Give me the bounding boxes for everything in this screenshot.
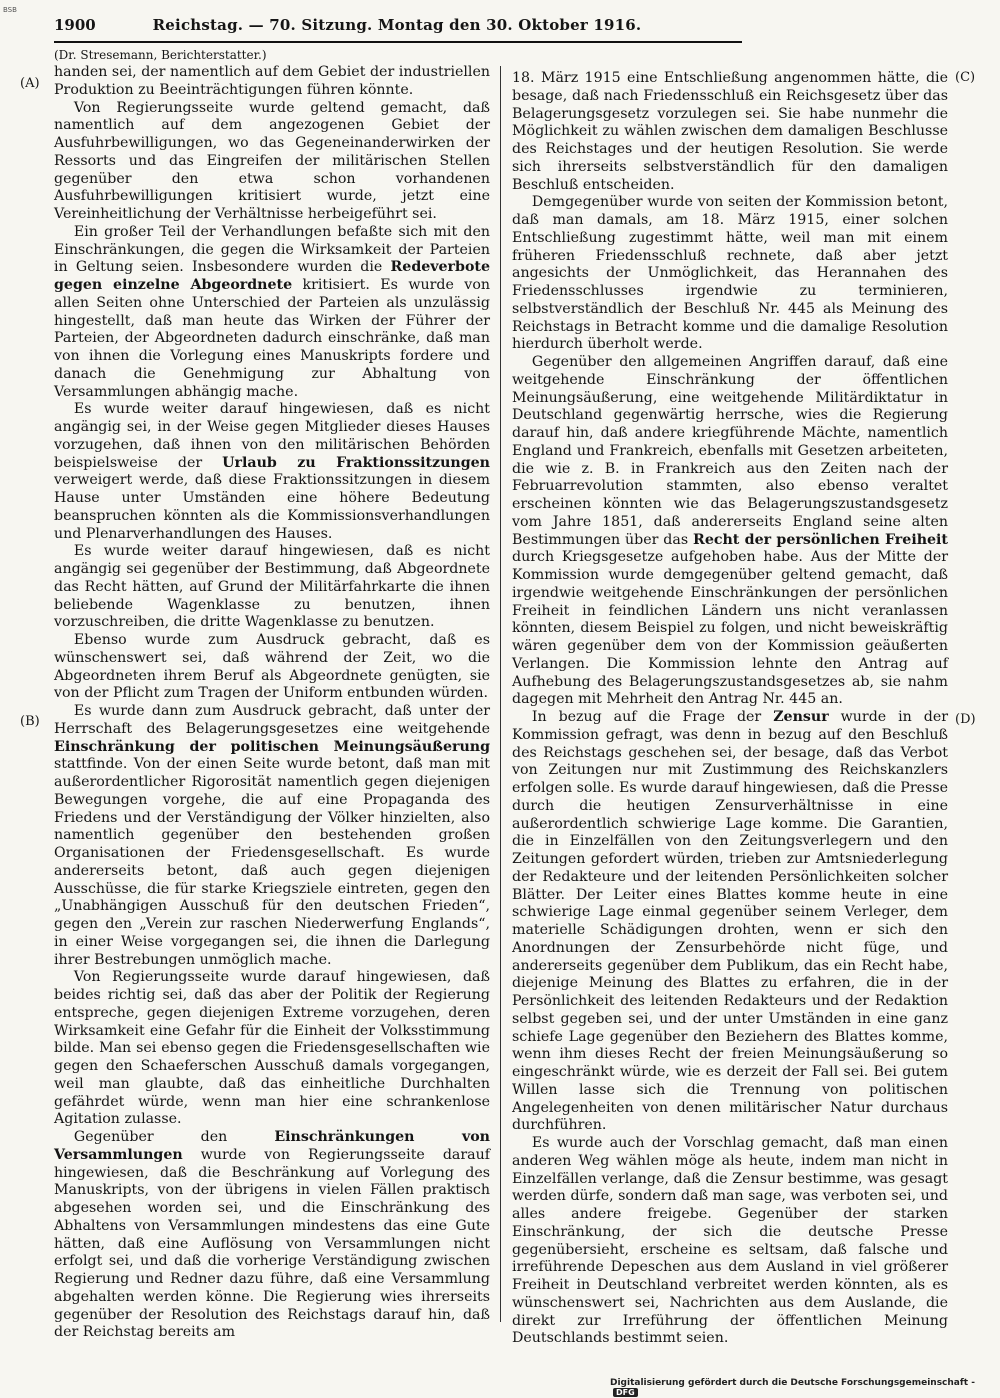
paragraph-text: durch Kriegsgesetze aufgehoben habe. Aus der Mitte der Kommission wurde demgegenüber geltend gemacht, daß irgendwie weitgehende Einschränkungen der persönlichen Freiheit in feindlichen Ländern uns nicht veranlassen könnten, diesem Beispiel zu folgen, und nicht beweiskräftig wären gegenüber dem von der Kommission geäußerten Verlangen. Die Kommission lehnte den Antrag auf Aufhebung des Belagerungszustandsgesetzes ab, sie nahm dagegen mit Mehrheit den Antrag Nr. 445 an. [512, 549, 948, 708]
right-column [512, 70, 948, 1348]
bold-phrase: Einschränkung der politischen Meinungsäußerung [54, 738, 490, 755]
paragraph-text: wurde in der Kommission gefragt, was denn in bezug auf den Beschluß des Reichstags geschehen sei, der besage, daß das Verbot von Zeitungen nur mit Zustimmung des Reichskanzlers erfolgen solle. Es wurde darauf hingewiesen, daß die Presse durch die heutigen Zensurverhältnisse in eine außerordentlich schwierige Lage komme. Die Garantien, die in Einzelfällen von den Zeitungsverlegern und den Zeitungen gefordert würden, trieben zur Amtsniederlegung der Redakteure und der leitenden Persönlichkeiten solcher Blätter. Der Leiter eines Blattes komme heute in eine schwierige Lage einmal gegenüber seinem Verleger, dem materielle Schädigungen drohten, wenn er sich den Anordnungen der Zensurbehörde nicht füge, und andererseits gegenüber dem Publikum, das ein Recht habe, diejenige Meinung des Blattes zu erfahren, die in der Persönlichkeit des leitenden Redakteurs und der Redaktion selbst gegeben sei, und der unter Umständen in eine ganz schiefe Lage gegenüber den Beziehern des Blattes komme, wenn ihm dieses Recht der freien Meinungsäußerung so eingeschränkt würde, wie es derzeit der Fall sei. Bei gutem Willen lasse sich die Trennung von politischen Angelegenheiten von denen militärischer Natur durchaus durchführen. [512, 709, 948, 1134]
page-number: 1900 [54, 16, 96, 34]
margin-mark-b: (B) [20, 714, 40, 729]
footer-text: Digitalisierung gefördert durch die Deutsche Forschungsgemeinschaft - [610, 1378, 975, 1388]
paragraph-text: verweigert werde, daß diese Fraktionssitzungen in diesem Hause unter Umständen eine höhere Bedeutung beanspruchen könnten als die Kommissionsverhandlungen und Plenarverhandlungen des Hauses. [54, 472, 490, 542]
margin-mark-d: (D) [955, 712, 976, 727]
footer-credit [610, 1378, 1000, 1398]
paragraph-text: Es wurde dann zum Ausdruck gebracht, daß unter der Herrschaft des Belagerungsgesetzes eine weitgehende [54, 703, 490, 737]
paragraph: Von Regierungsseite wurde darauf hingewiesen, daß beides richtig sei, daß das aber der Politik der Regierung entspreche, gegen diejenigen Extreme vorzugehen, deren Wirksamkeit eine Gefahr für die Einheit der Volksstimmung bilde. Man sei ebenso gegen die Friedensgesellschaften wie gegen den Schaeferschen Ausschuß damals vorgegangen, weil man glaubte, daß das einheitliche Durchhalten gefährdet würde, wenn man hier eine schrankenlose Agitation zulasse. [54, 969, 490, 1128]
paragraph [512, 709, 948, 1135]
paragraph-text: Gegenüber den [73, 1129, 228, 1145]
paragraph: Von Regierungsseite wurde geltend gemacht, daß namentlich auf dem angezogenen Gebiet der Ausfuhrbewilligungen, wo das Gegeneinanderwirken der Ressorts und das Eingreifen der militärischen Stellen gegenüber den etwa schon vorhandenen Ausfuhrbewilligungen kritisiert wurde, jetzt eine Vereinheitlichung der Verhältnisse herbeigeführt sei. [54, 99, 490, 222]
bold-phrase: Urlaub zu Fraktionssitzungen [222, 454, 490, 471]
header-rule [54, 41, 742, 43]
paragraph: handen sei, der namentlich auf dem Gebiet der industriellen Produktion zu Beeinträchtigungen führen könnte. [54, 64, 490, 98]
paragraph: Es wurde auch der Vorschlag gemacht, daß man einen anderen Weg wählen möge als heute, indem man nicht in Einzelfällen verlange, daß die Zensur bestimme, was gesagt werden dürfe, sondern daß man sage, was verboten sei, und alles andere freigebe. Gegenüber der starken Einschränkung, der sich die deutsche Presse gegenübersieht, erscheine es seltsam, daß falsche und irreführende Depeschen aus dem Ausland in viel größerer Freiheit in Deutschland verbreitet werden könnten, als es wünschenswert sei, Nachrichten aus dem Auslande, die direkt zur Irreführung der öffentlichen Meinung Deutschlands bestimmt seien. [512, 1135, 948, 1347]
paragraph-text: Es wurde weiter darauf hingewiesen, daß es nicht angängig sei, in der Weise gegen Mitglieder dieses Hauses vorzugehen, daß ihnen von den militärischen Behörden beispielsweise der [54, 401, 490, 471]
dfg-logo: DFG [613, 1388, 638, 1397]
page-header [54, 16, 740, 40]
paragraph: 18. März 1915 eine Entschließung angenommen hätte, die besage, daß nach Friedensschluß ein Reichsgesetz über das Belagerungsgesetz vorzulegen sei. Sie habe nunmehr die Möglichkeit zu wählen zwischen dem damaligen Beschlusse des Reichstages und der heutigen Resolution. Sie werde sich ihrerseits selbstverständlich für den damaligen Beschluß entscheiden. [512, 70, 948, 193]
column-divider [500, 66, 501, 1322]
paragraph-text: wurde von Regierungsseite darauf hingewiesen, daß die Beschränkung auf Vorlegung des Manuskripts, von der übrigens in vielen Fällen praktisch abgesehen worden sei, und die Einschränkung des Abhaltens von Versammlungen mindestens das eine Gute hätten, daß eine Auflösung von Versammlungen nicht erfolgt sei, und daß die vorherige Verständigung zwischen Regierung und Redner dazu führe, daß eine Versammlung abgehalten werden könne. Die Regierung wies ihrerseits gegenüber der Resolution des Reichstags darauf hin, daß der Reichstag bereits am [54, 1146, 490, 1341]
paragraph [512, 354, 948, 709]
paragraph [54, 224, 490, 402]
paragraph: Demgegenüber wurde von seiten der Kommission betont, daß man damals, am 18. März 1915, einer solchen Entschließung zugestimmt hätte, weil man mit einem früheren Friedensschluß rechnete, daß aber jetzt angesichts der Unmöglichkeit, das Herannahen des Friedensschlusses irgendwie zu terminieren, selbstverständlich der Beschluß Nr. 445 als Meinung des Reichstags in Betracht komme und die damalige Resolution hierdurch überholt werde. [512, 194, 948, 353]
paragraph-text: In bezug auf die Frage der [531, 709, 762, 725]
paragraph-text: kritisiert. Es wurde von allen Seiten ohne Unterschied der Parteien als unzulässig hingestellt, daß man heute das Wirken der Führer der Parteien, der Abgeordneten dadurch einschränke, daß man von ihnen die Vorlegung eines Manuskripts fordere und danach die Genehmigung zur Abhaltung von Versammlungen abhängig mache. [54, 277, 490, 400]
bold-phrase: Redeverbote gegen einzelne Abgeordnete [54, 259, 490, 293]
margin-mark-a: (A) [20, 76, 40, 91]
paragraph [54, 401, 490, 543]
paragraph [54, 1129, 490, 1342]
paragraph: Ebenso wurde zum Ausdruck gebracht, daß es wünschenswert sei, daß während der Zeit, wo die Abgeordneten ihrem Beruf als Abgeordnete genügten, sie von der Pflicht zum Tragen der Uniform entbunden würden. [54, 632, 490, 702]
speaker-attribution: (Dr. Stresemann, Berichterstatter.) [54, 48, 267, 62]
left-column [54, 46, 490, 1342]
paragraph [54, 703, 490, 969]
paragraph-text: stattfinde. Von der einen Seite wurde betont, daß man mit außerordentlicher Rigorosität namentlich gegen diejenigen Bewegungen vorgehe, die auf eine Propaganda des Friedens und der Verständigung der Völker hinzielten, also namentlich gegenüber den bestehenden großen Organisationen der Friedensgesellschaft. Es wurde andererseits betont, daß auch gegen diejenigen Ausschüsse, die für starke Kriegsziele eintreten, gegen den „Unabhängigen Ausschuß für den deutschen Frieden“, gegen den „Verein zur raschen Niederwerfung Englands“, in einer Weise vorgegangen sei, die ihnen die Darlegung ihrer Bestrebungen unmöglich mache. [54, 756, 490, 968]
bold-phrase: Zensur [773, 709, 829, 725]
margin-mark-c: (C) [955, 70, 976, 85]
page-title: Reichstag. — 70. Sitzung. Montag den 30. Oktober 1916. [152, 16, 642, 34]
library-mark: BSB [3, 6, 17, 14]
bold-phrase: Einschränkungen von Versammlungen [54, 1129, 490, 1163]
paragraph: Es wurde weiter darauf hingewiesen, daß es nicht angängig sei gegenüber der Bestimmung, daß Abgeordnete das Recht hätten, auf Grund der Militärfahrkarte die ihnen beliebende Wagenklasse zu benutzen, ihnen vorzuschreiben, die dritte Wagenklasse zu benutzen. [54, 543, 490, 631]
paragraph-text: Ein großer Teil der Verhandlungen befaßte sich mit den Einschränkungen, die gegen die Wirksamkeit der Parteien in Geltung seien. Insbesondere wurden die [54, 223, 490, 276]
paragraph-text: Gegenüber den allgemeinen Angriffen darauf, daß eine weitgehende Einschränkung der öffentlichen Meinungsäußerung, eine weitgehende Militärdiktatur in Deutschland gegenwärtig herrsche, wies die Regierung darauf hin, daß andere kriegführende Mächte, namentlich England und Frankreich, ebenfalls mit Gesetzen arbeiteten, die wie z. B. in Frankreich aus den Zeiten nach der Februarrevolution stammten, also ebenso veraltet erscheinen könnten wie das Belagerungszustandsgesetz vom Jahre 1851, daß andererseits England seine alten Bestimmungen über das [512, 354, 948, 548]
bold-phrase: Recht der persönlichen Freiheit [693, 531, 948, 548]
